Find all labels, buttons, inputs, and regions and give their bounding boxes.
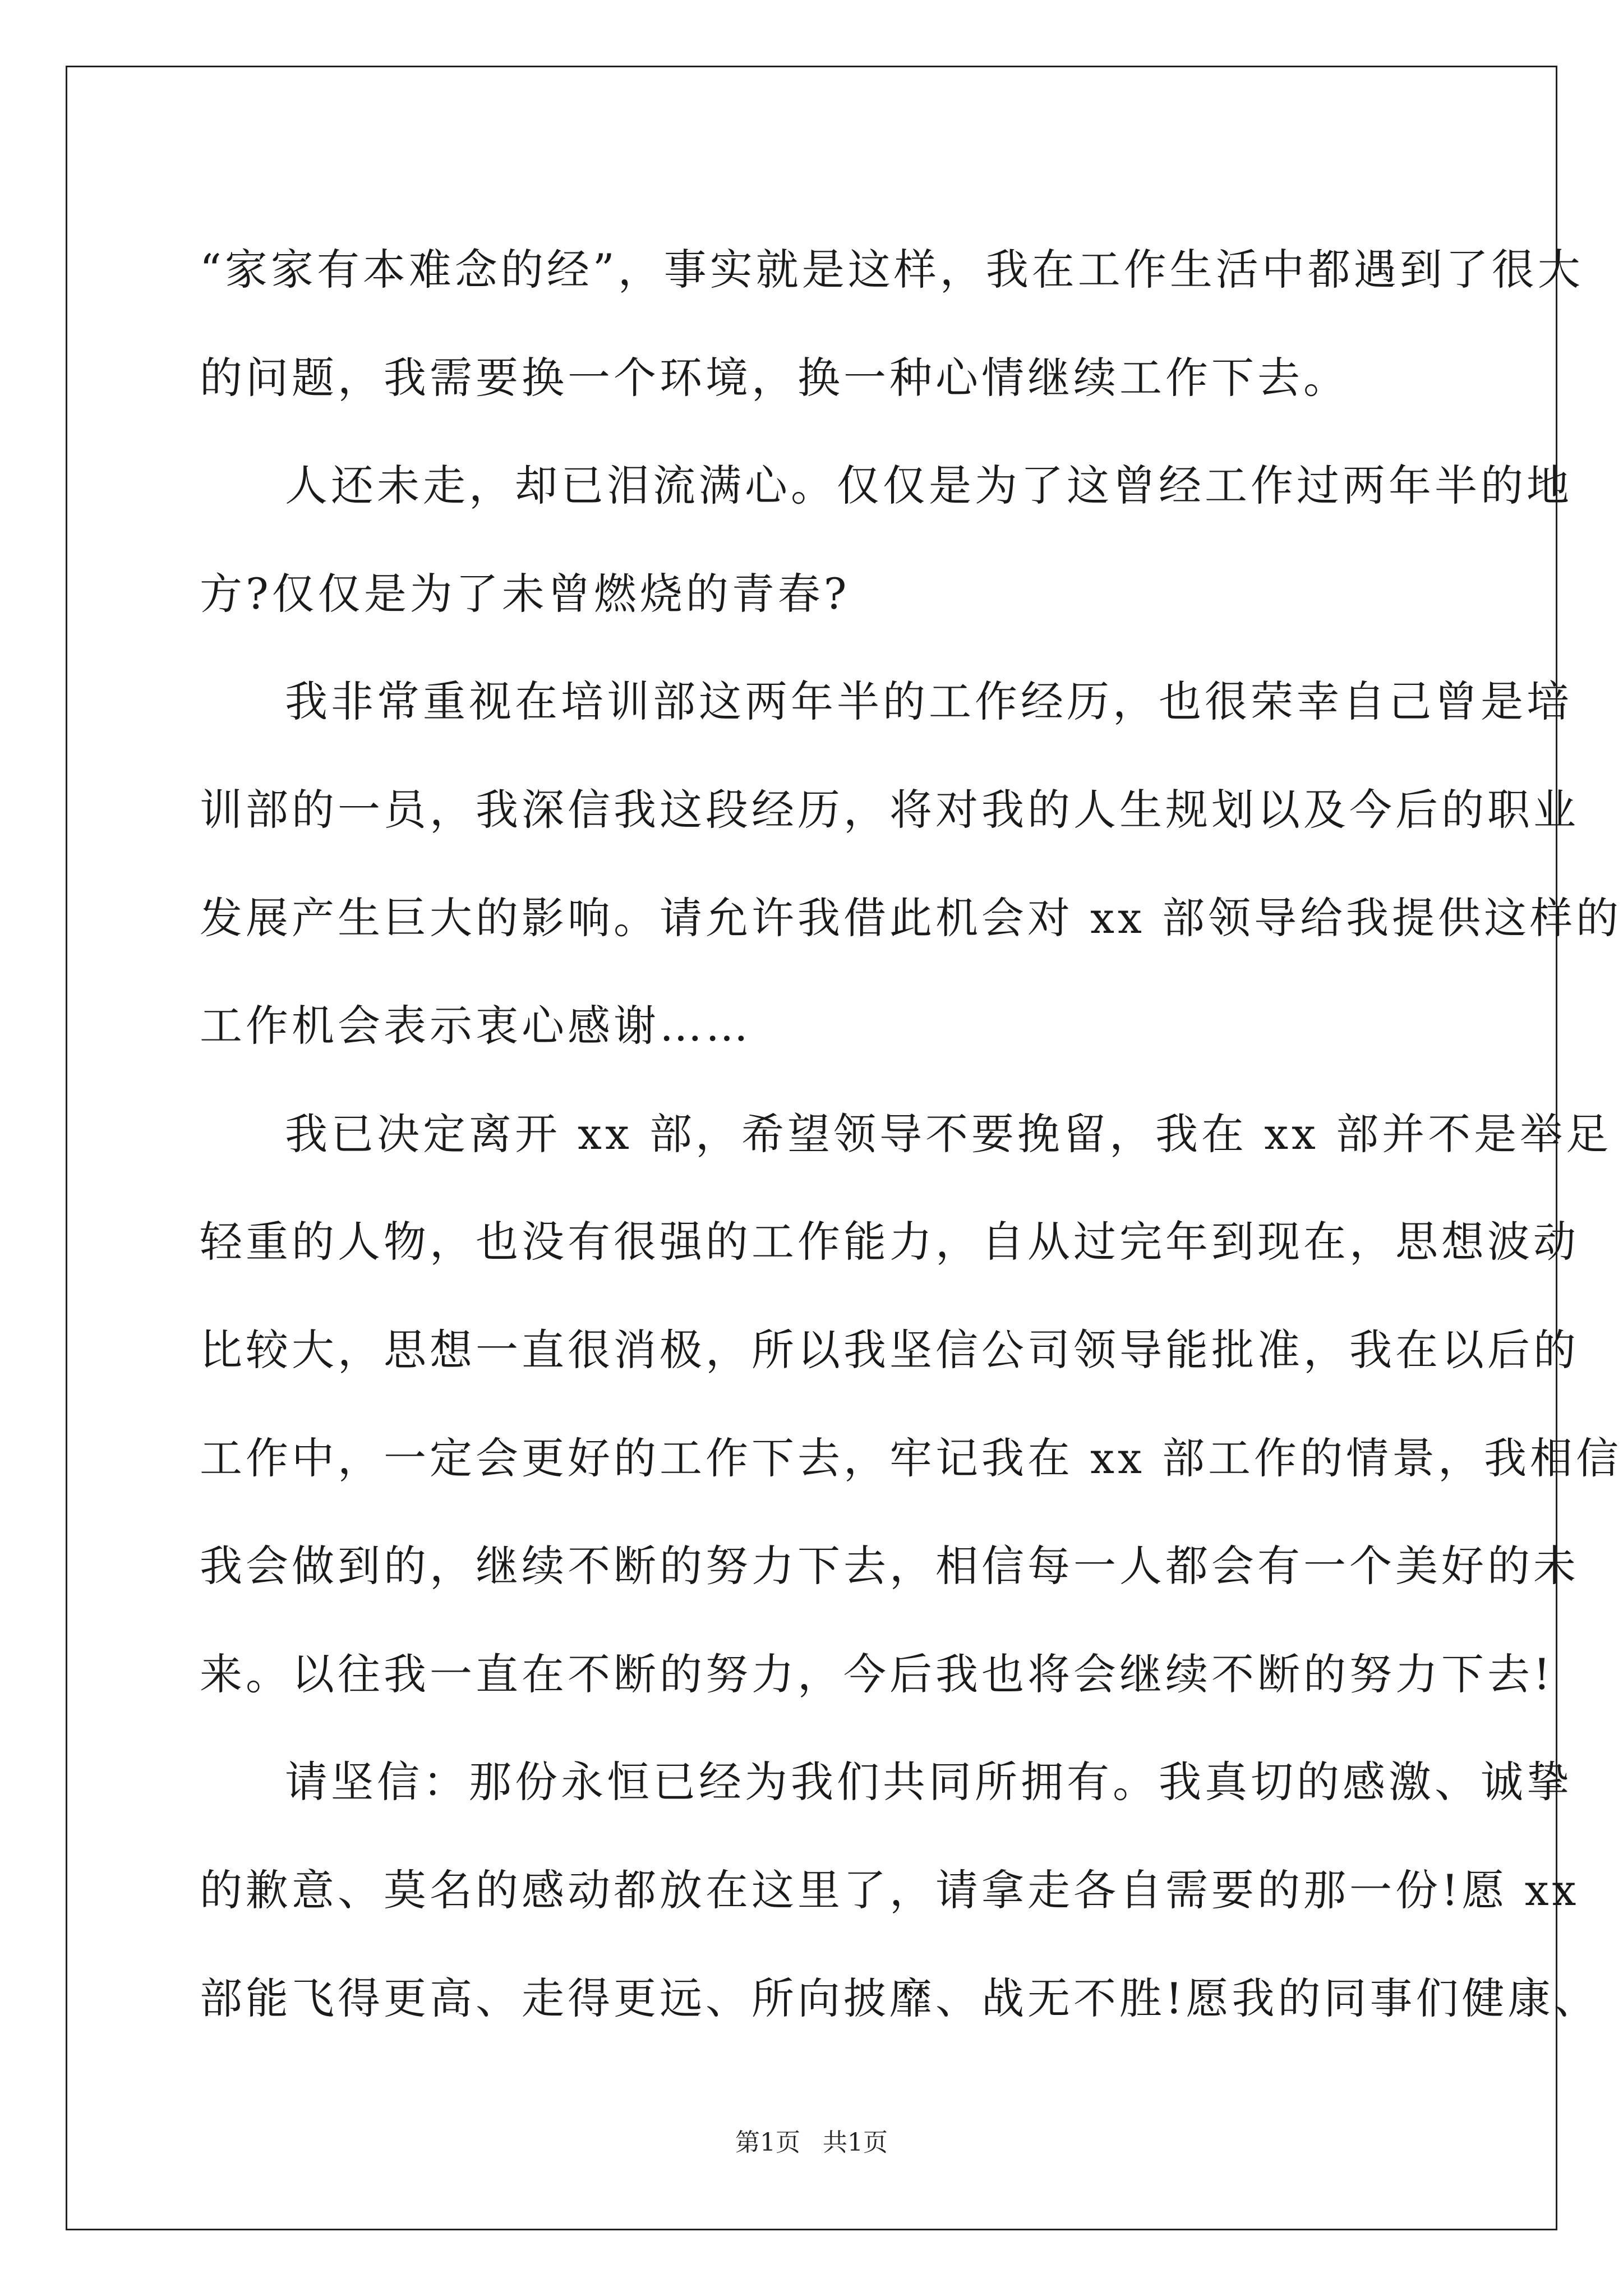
page-number: 第1页 (735, 2128, 800, 2157)
text-line: 方?仅仅是为了未曾燃烧的青春? (200, 568, 850, 619)
document-body (200, 216, 1622, 2053)
text-line: 请坚信：那份永恒已经为我们共同所拥有。我真切的感激、诚挚 (285, 1757, 1573, 1807)
text-line: 的歉意、莫名的感动都放在这里了，请拿走各自需要的那一份!愿 xx (200, 1865, 1580, 1915)
text-line: 比较大，思想一直很消极，所以我坚信公司领导能批准，我在以后的 (200, 1324, 1579, 1375)
text-line: 发展产生巨大的影响。请允许我借此机会对 xx 部领导给我提供这样的 (200, 892, 1622, 943)
text-line: “家家有本难念的经”，事实就是这样，我在工作生活中都遇到了很大 (200, 245, 1584, 295)
text-line: 轻重的人物，也没有很强的工作能力，自从过完年到现在，思想波动 (200, 1217, 1579, 1267)
text-line: 工作中，一定会更好的工作下去，牢记我在 xx 部工作的情景，我相信 (200, 1433, 1622, 1483)
page-footer (0, 2126, 1623, 2160)
text-line: 人还未走，却已泪流满心。仅仅是为了这曾经工作过两年半的地 (285, 461, 1573, 511)
text-line: 我已决定离开 xx 部，希望领导不要挽留，我在 xx 部并不是举足 (285, 1108, 1612, 1159)
page-total: 共1页 (823, 2128, 888, 2157)
text-line: 部能飞得更高、走得更远、所向披靡、战无不胜!愿我的同事们健康、 (200, 1973, 1600, 2023)
text-line: 训部的一员，我深信我这段经历，将对我的人生规划以及今后的职业 (200, 784, 1579, 835)
text-line: 工作机会表示衷心感谢…… (200, 1001, 751, 1051)
text-line: 我会做到的，继续不断的努力下去，相信每一人都会有一个美好的未 (200, 1541, 1579, 1591)
text-line: 来。以往我一直在不断的努力，今后我也将会继续不断的努力下去! (200, 1649, 1554, 1699)
text-line: 的问题，我需要换一个环境，换一种心情继续工作下去。 (200, 352, 1349, 403)
text-line: 我非常重视在培训部这两年半的工作经历，也很荣幸自己曾是培 (285, 677, 1573, 727)
